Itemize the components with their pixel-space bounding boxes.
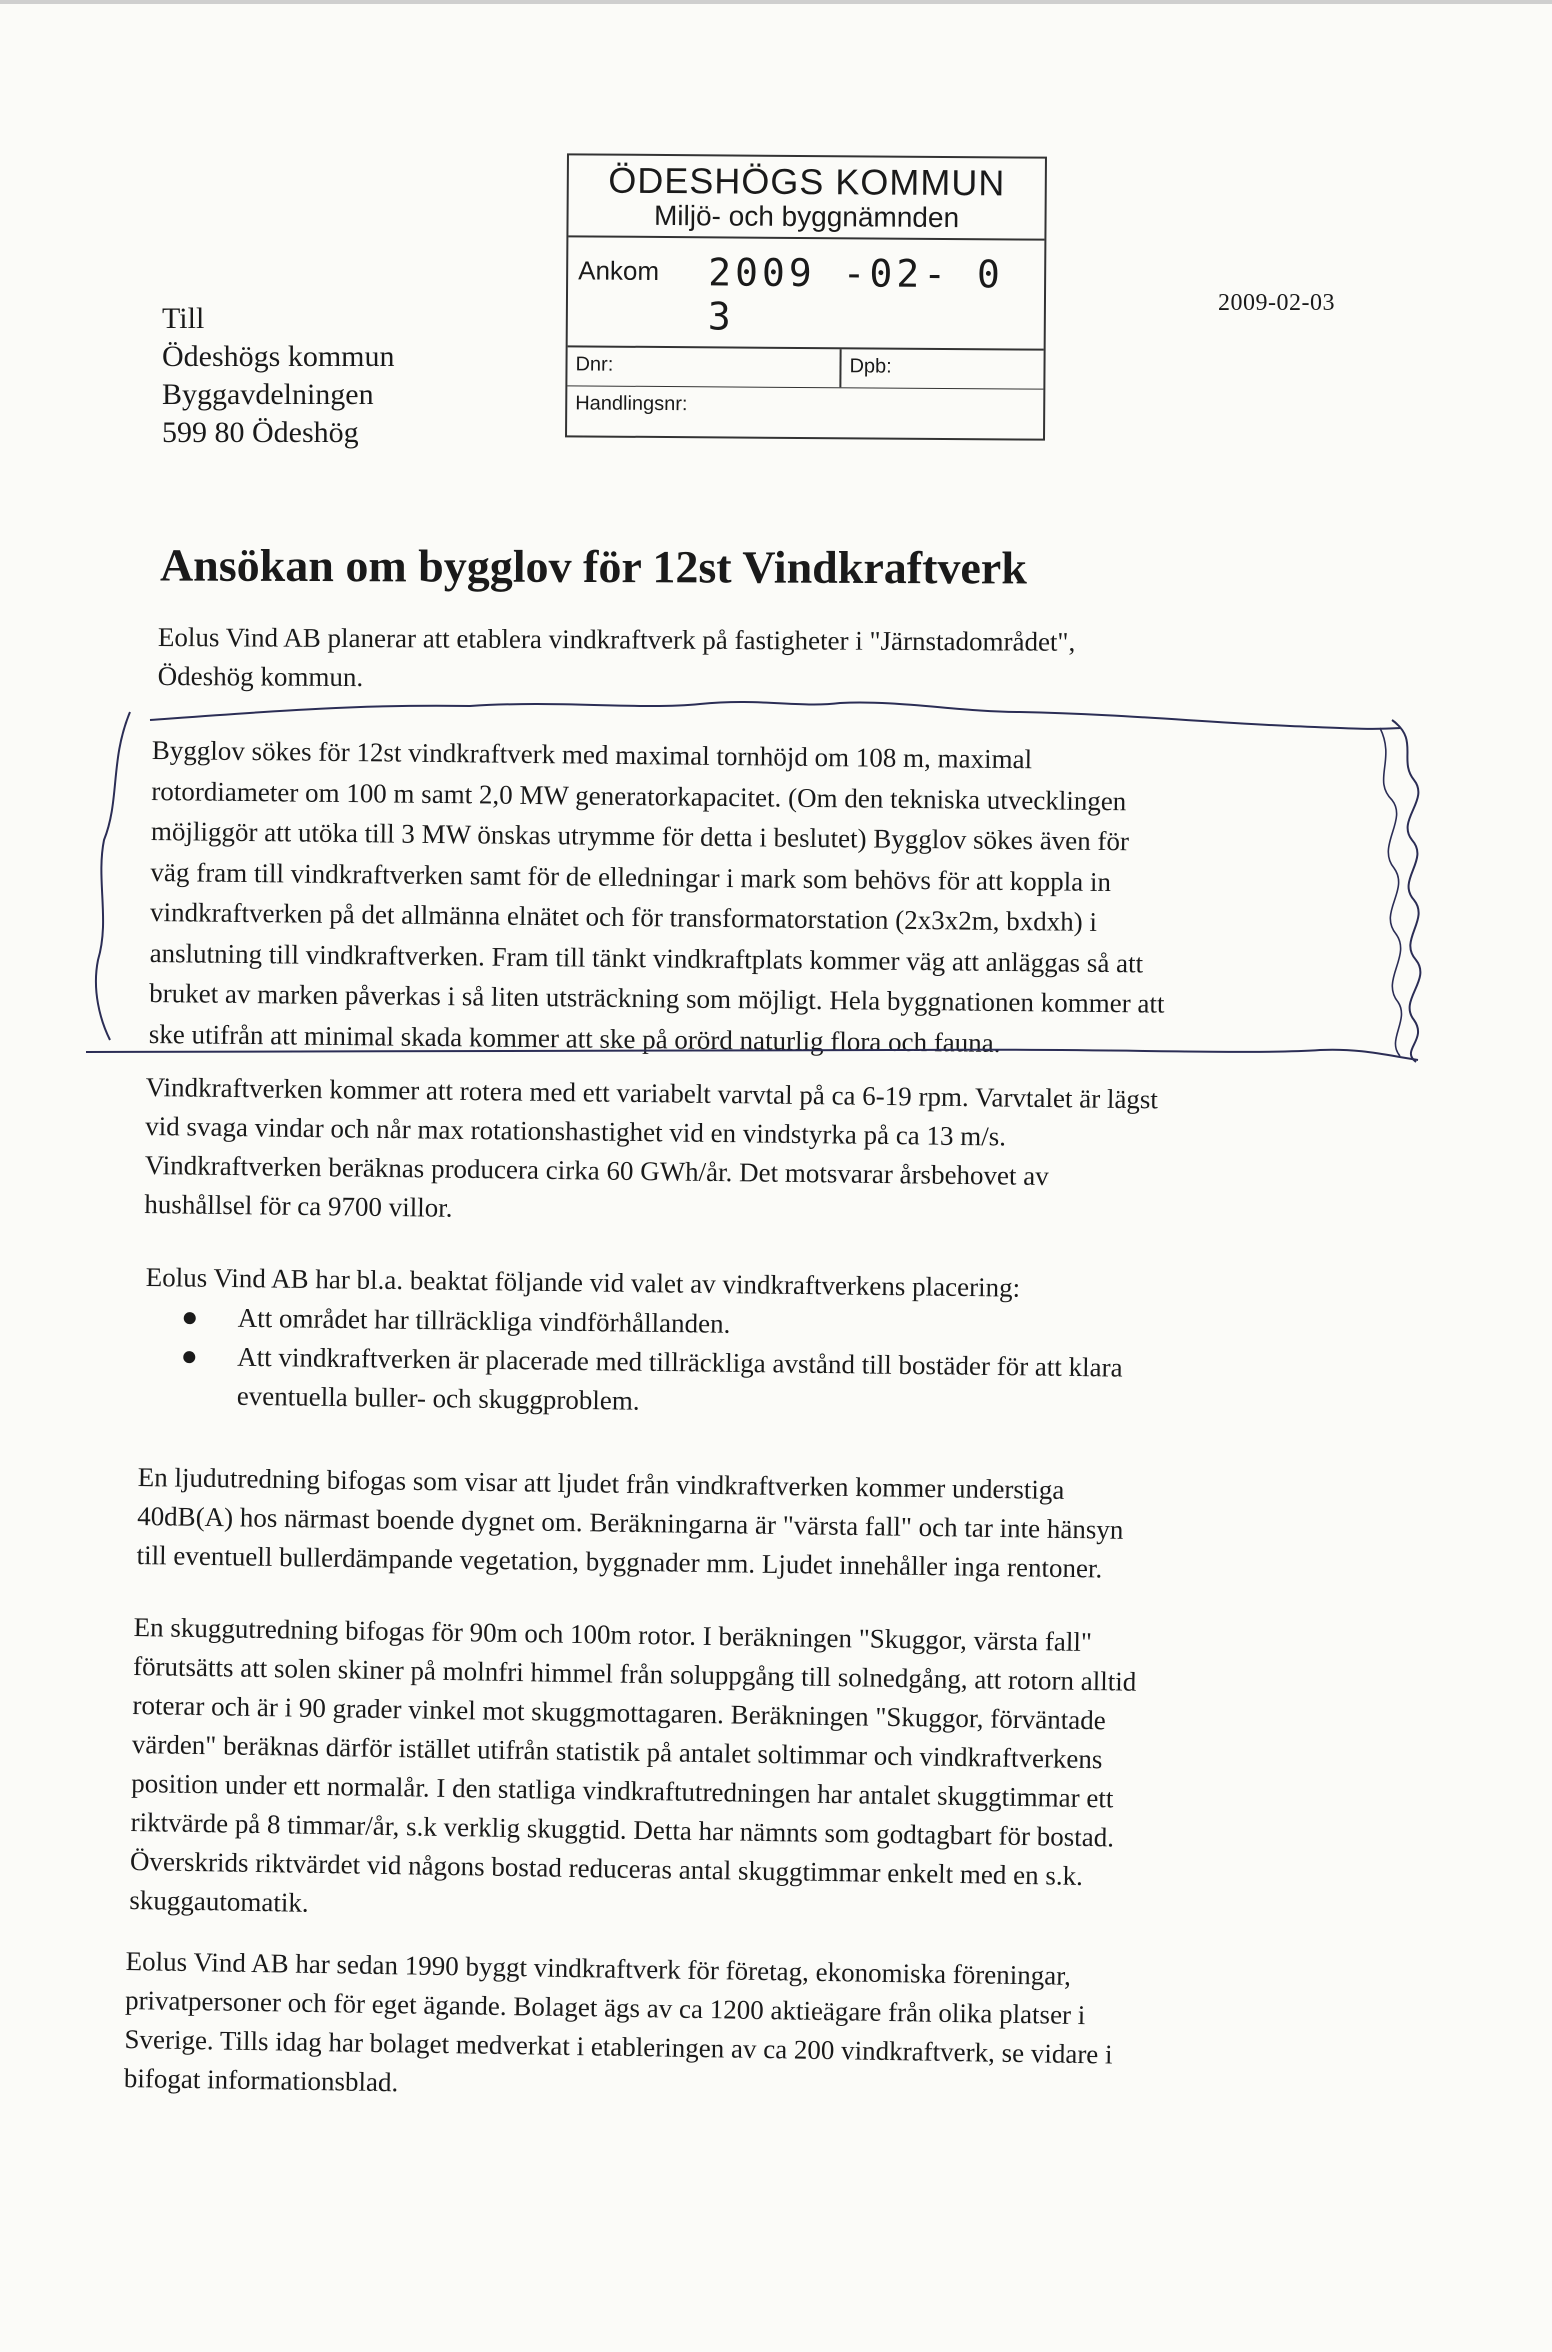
text-line: Överskrids riktvärdet vid någons bostad reduceras antal skuggtimmar enkelt med en s.k. bbox=[129, 1845, 1084, 1891]
stamp-dpb-label: Dpb: bbox=[849, 355, 892, 378]
text-line: väg fram till vindkraftverken samt för de elledningar i mark som behövs för att koppla in bbox=[150, 856, 1112, 897]
address-line: Byggavdelningen bbox=[162, 378, 374, 411]
text-line: Vindkraftverken kommer att rotera med ett variabelt varvtal på ca 6-19 rpm. Varvtalet är lägst bbox=[145, 1071, 1159, 1115]
received-stamp bbox=[565, 153, 1047, 440]
text-line: möjliggör att utöka till 3 MW önskas utrymme för detta i beslutet) Bygglov sökes även för bbox=[150, 815, 1130, 857]
address-line: Ödeshögs kommun bbox=[162, 340, 395, 373]
recipient-address bbox=[162, 300, 395, 452]
text-line: förutsätts att solen skiner på molnfri himmel från soluppgång till solnedgång, att rotorn alltid bbox=[132, 1650, 1137, 1697]
text-line: roterar och är i 90 grader vinkel mot skuggmottagaren. Beräkningen "Skuggor, förväntade bbox=[132, 1689, 1106, 1736]
company-paragraph bbox=[124, 1942, 1115, 2114]
text-line: vid svaga vindar och når max rotationshastighet vid en vindstyrka på ca 13 m/s. bbox=[145, 1110, 1007, 1152]
shadow-paragraph bbox=[129, 1608, 1137, 1936]
text-line: Eolus Vind AB har bl.a. beaktat följande vid valet av vindkraftverkens placering: bbox=[145, 1261, 1021, 1303]
text-line: vindkraftverken på det allmänna elnätet och för transformatorstation (2x3x2m, bxdxh) i bbox=[149, 896, 1098, 937]
stamp-received-date: 2009 -02- 0 3 bbox=[707, 250, 1004, 339]
text-line: Vindkraftverken beräknas producera cirka 60 GWh/år. Det motsvarar årsbehovet av bbox=[144, 1149, 1049, 1192]
text-line: Sverige. Tills idag har bolaget medverkat i etableringen av ca 200 vindkraftverk, se vidare i bbox=[124, 2023, 1113, 2070]
text-line: Att området har tillräckliga vindförhållanden. bbox=[237, 1302, 731, 1339]
scan-top-edge bbox=[0, 0, 1552, 4]
list-item bbox=[175, 1337, 1123, 1427]
boxed-application-paragraph bbox=[149, 730, 1168, 1065]
text-line: privatpersoner och för eget ägande. Bolaget ägs av ca 1200 aktieägare från olika platser i bbox=[124, 1984, 1086, 2031]
text-line: riktvärde på 8 timmar/år, s.k verklig skuggtid. Detta har nämnts som godtagbart för bostad. bbox=[130, 1806, 1115, 1853]
text-line: Bygglov sökes för 12st vindkraftverk med maximal tornhöjd om 108 m, maximal bbox=[151, 734, 1033, 775]
address-line: 599 80 Ödeshög bbox=[162, 416, 359, 449]
stamp-department: Miljö- och byggnämnden bbox=[653, 199, 960, 234]
stamp-received-label: Ankom bbox=[578, 255, 660, 286]
document-date: 2009-02-03 bbox=[1218, 290, 1335, 316]
stamp-organization: ÖDESHÖGS KOMMUN bbox=[608, 159, 1006, 204]
text-line: Ödeshög kommun. bbox=[157, 660, 364, 693]
stamp-dnr-label: Dnr: bbox=[575, 353, 614, 376]
stamp-document-number-row bbox=[567, 386, 1043, 429]
stamp-handlingsnr-label: Handlingsnr: bbox=[575, 392, 688, 416]
noise-paragraph bbox=[136, 1458, 1124, 1589]
text-line: Att vindkraftverken är placerade med tillräckliga avstånd till bostäder för att klara bbox=[237, 1341, 1123, 1383]
text-line: position under ett normalår. I den statliga vindkraftutredningen har antalet skuggtimmar ett bbox=[131, 1767, 1114, 1814]
stamp-received-row bbox=[568, 237, 1045, 350]
text-line: rotordiameter om 100 m samt 2,0 MW generatorkapacitet. (Om den tekniska utvecklingen bbox=[151, 775, 1127, 816]
document-title: Ansökan om bygglov för 12st Vindkraftverk bbox=[159, 539, 1027, 594]
text-line: bifogat informationsblad. bbox=[123, 2062, 399, 2098]
bullet-icon bbox=[184, 1312, 196, 1324]
stamp-divider bbox=[839, 349, 841, 387]
stamp-header bbox=[568, 155, 1045, 240]
text-line: ske utifrån att minimal skada kommer att ske på orörd naturlig flora och fauna. bbox=[148, 1018, 1001, 1058]
address-line: Till bbox=[162, 302, 205, 335]
rotation-paragraph bbox=[144, 1068, 1158, 1236]
intro-paragraph bbox=[158, 618, 1076, 701]
text-line: värden" beräknas därför istället utifrån statistik på antalet soltimmar och vindkraftverkens bbox=[131, 1728, 1103, 1775]
text-line: Eolus Vind AB planerar att etablera vindkraftverk på fastigheter i "Järnstadområdet", bbox=[157, 621, 1076, 657]
text-line: eventuella buller- och skuggproblem. bbox=[236, 1380, 640, 1416]
text-line: till eventuell bullerdämpande vegetation, byggnader mm. Ljudet innehåller inga rentoner. bbox=[136, 1539, 1103, 1584]
text-line: hushållsel för ca 9700 villor. bbox=[144, 1188, 453, 1223]
text-line: anslutning till vindkraftverken. Fram till tänkt vindkraftplats kommer väg att anläggas så att bbox=[149, 937, 1144, 978]
text-line: skuggautomatik. bbox=[129, 1884, 309, 1918]
text-line: 40dB(A) hos närmast boende dygnet om. Beräkningarna är "värsta fall" och tar inte hänsyn bbox=[136, 1500, 1124, 1545]
text-line: Eolus Vind AB har sedan 1990 byggt vindkraftverk för företag, ekonomiska föreningar, bbox=[125, 1945, 1072, 1991]
stamp-registry-row bbox=[567, 347, 1043, 389]
bullet-icon bbox=[183, 1351, 195, 1363]
text-line: En ljudutredning bifogas som visar att ljudet från vindkraftverken kommer understiga bbox=[137, 1461, 1065, 1505]
text-line: En skuggutredning bifogas för 90m och 100m rotor. I beräkningen "Skuggor, värsta fall" bbox=[133, 1611, 1093, 1658]
considerations-list bbox=[175, 1298, 1124, 1427]
text-line: bruket av marken påverkas i så liten utsträckning som möjligt. Hela byggnationen kommer att bbox=[149, 977, 1165, 1019]
